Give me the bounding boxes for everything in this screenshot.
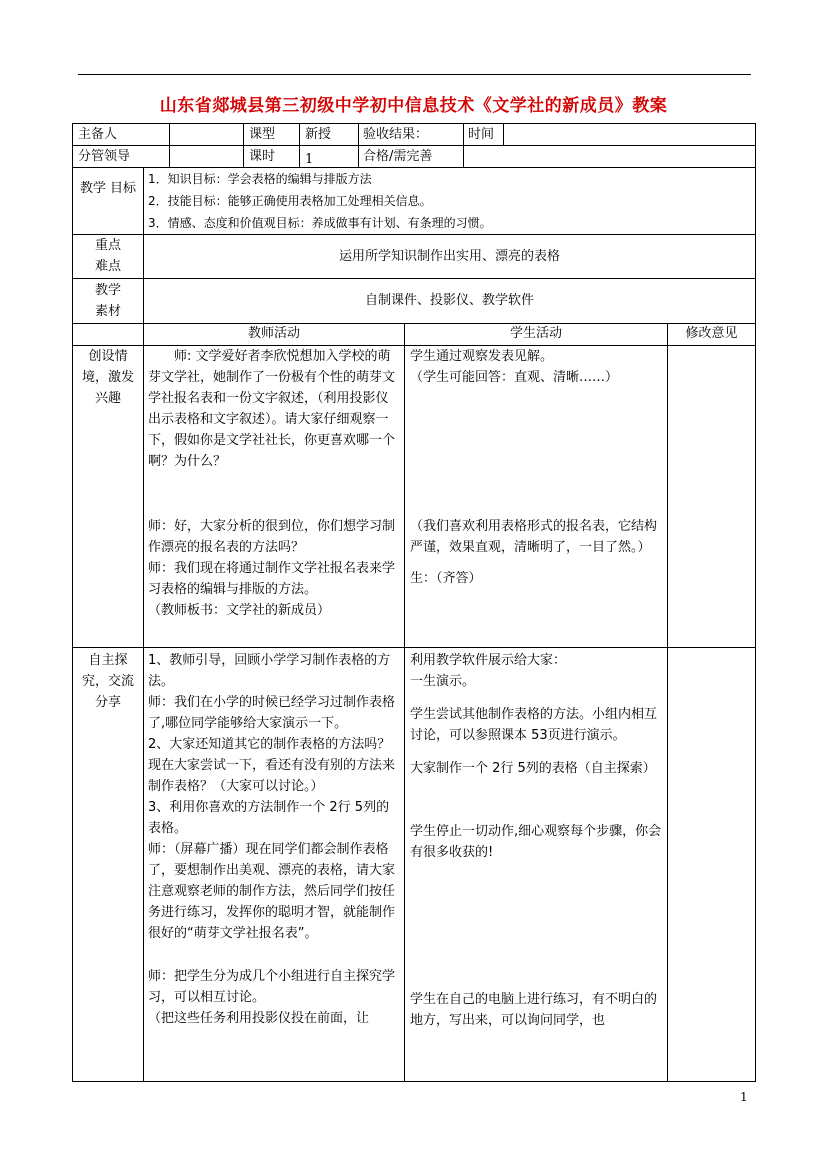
teacher-paragraph: 师：把学生分为成几个小组进行自主探究学习，可以相互讨论。 — [148, 969, 396, 1005]
section1-label: 创设情境，激发兴趣 — [81, 349, 134, 406]
teacher-paragraph: 师：（屏幕广播）现在同学们都会制作表格了，要想制作出美观、漂亮的表格，请大家注意观察老师的制作方法，然后同学们按任务进行练习，发挥你的聪明才智，就能制作很好的“萌芽文学社报名表”。 — [148, 842, 396, 941]
section1-student — [410, 346, 664, 589]
check-options: 合格/需完善 — [363, 149, 433, 164]
materials-label — [74, 280, 142, 322]
student-paragraph: （我们喜欢利用表格形式的报名表，它结构严谨，效果直观，清晰明了，一目了然。） — [410, 519, 658, 555]
focus-label-line: 难点 — [94, 259, 121, 274]
teacher-paragraph: 3、利用你喜欢的方法制作一个 2行 5列的表格。 — [148, 800, 390, 836]
teacher-paragraph: （把这些任务利用投影仪投在前面，让 — [148, 1011, 370, 1026]
student-activity-header: 学生活动 — [509, 326, 562, 341]
student-paragraph: 大家制作一个 2行 5列的表格（自主探索） — [410, 761, 656, 776]
teacher-paragraph: 1、教师引导，回顾小学学习制作表格的方法。 — [148, 653, 391, 689]
goals-list — [148, 168, 748, 234]
table-line — [72, 647, 756, 648]
focus-label — [74, 235, 142, 277]
student-paragraph: 生：（齐答） — [410, 571, 482, 586]
teacher-activity-header: 教师活动 — [247, 326, 300, 341]
student-paragraph: 利用教学软件展示给大家： — [410, 653, 567, 668]
goal-item: 1．知识目标：学会表格的编辑与排版方法 — [148, 172, 372, 186]
page-number: 1 — [740, 1090, 748, 1104]
table-line — [72, 278, 756, 279]
student-paragraph: 一生演示。 — [410, 674, 476, 689]
section1-teacher — [148, 346, 400, 621]
focus-content: 运用所学知识制作出实用、漂亮的表格 — [338, 249, 560, 264]
table-line — [404, 323, 405, 1081]
goal-item: 2．技能目标：能够正确使用表格加工处理相关信息。 — [148, 194, 432, 208]
teacher-paragraph: 师：我们现在将通过制作文学社报名表来学习表格的编辑与排版的方法。 — [148, 561, 396, 597]
table-line — [169, 123, 170, 167]
student-paragraph: 学生停止一切动作,细心观察每个步骤，你会有很多收获的! — [410, 824, 662, 860]
teacher-paragraph: 师: 文学爱好者李欣悦想加入学校的萌芽文学社，她制作了一份极有个性的萌芽文学社报名表和一份文字叙述，（利用投影仪出示表格和文字叙述）。请大家仔细观察一下，假如你是文学社社长，你更喜欢哪一个啊？为什么？ — [148, 349, 396, 469]
student-paragraph: 学生尝试其他制作表格的方法。小组内相互讨论，可以参照课本 53页进行演示。 — [410, 707, 658, 743]
table-line — [503, 123, 504, 145]
student-paragraph: （学生可能回答：直观、清晰……） — [410, 370, 619, 385]
lesson-type-label: 课型 — [249, 127, 276, 142]
section2-label: 自主探究，交流分享 — [81, 653, 134, 710]
section2-teacher — [148, 650, 400, 1029]
hours-label: 课时 — [249, 149, 276, 164]
document-title: 山东省郯城县第三初级中学初中信息技术《文学社的新成员》教案 — [159, 96, 668, 116]
student-paragraph: 学生在自己的电脑上进行练习，有不明白的地方，写出来，可以询问同学，也 — [410, 992, 658, 1028]
table-line — [667, 323, 668, 1081]
teacher-paragraph: 2、大家还知道其它的制作表格的方法吗？现在大家尝试一下，看还有没有别的方法来制作表格？（大家可以讨论。） — [148, 737, 396, 794]
table-line — [358, 123, 359, 167]
table-line — [299, 123, 300, 167]
lesson-type-value: 新授 — [305, 127, 332, 142]
section2-student — [410, 650, 664, 1031]
teacher-paragraph: （教师板书：文学社的新成员） — [148, 603, 331, 618]
table-line — [755, 123, 756, 1081]
table-line — [243, 123, 244, 167]
top-rule — [78, 74, 751, 75]
focus-label-line: 重点 — [94, 238, 121, 253]
notes-header: 修改意见 — [685, 326, 738, 341]
hours-value: 1 — [305, 152, 314, 167]
check-result-label: 验收结果： — [363, 127, 429, 142]
table-line — [72, 1081, 756, 1082]
time-label: 时间 — [468, 127, 495, 142]
goals-label: 教学 目标 — [79, 181, 137, 196]
goal-item: 3．情感、态度和价值观目标：养成做事有计划、有条理的习惯。 — [148, 216, 492, 230]
leader-label: 分管领导 — [78, 149, 131, 164]
table-line — [72, 123, 73, 1081]
table-line — [72, 234, 756, 235]
teacher-paragraph: 师：我们在小学的时候已经学习过制作表格了,哪位同学能够给大家演示一下。 — [148, 695, 396, 731]
student-paragraph: 学生通过观察发表见解。 — [410, 349, 554, 364]
materials-label-line: 教学 — [94, 283, 121, 298]
preparer-label: 主备人 — [78, 127, 118, 142]
materials-label-line: 素材 — [94, 304, 121, 319]
materials-content: 自制课件、投影仪、教学软件 — [364, 293, 534, 308]
table-line — [463, 123, 464, 167]
teacher-paragraph: 师：好，大家分析的很到位，你们想学习制作漂亮的报名表的方法吗？ — [148, 519, 396, 555]
